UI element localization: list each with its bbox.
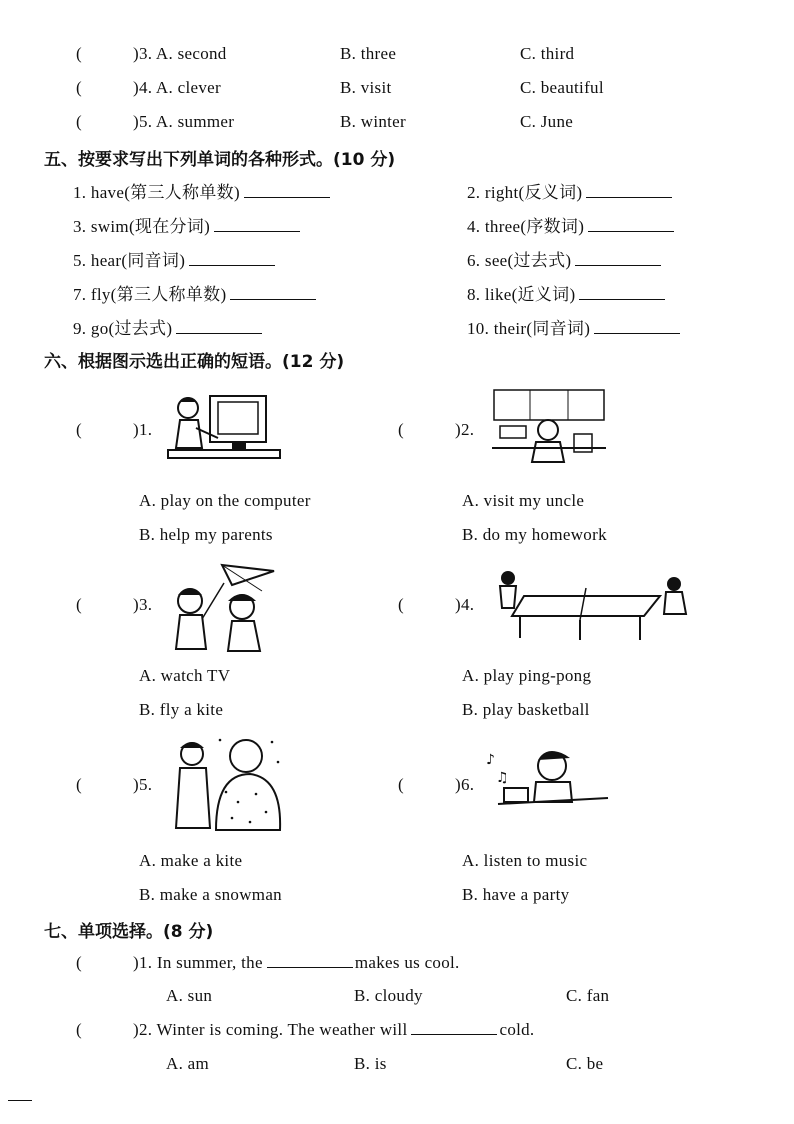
answer-paren[interactable]: ( (398, 420, 404, 439)
section-5-title: 五、按要求写出下列单词的各种形式。(10 分) (44, 150, 396, 170)
option-a: A. play ping-pong (462, 666, 592, 685)
answer-blank[interactable] (230, 298, 316, 300)
word-form-item: 3. swim(现在分词) (73, 212, 300, 237)
option-c: C. fan (566, 986, 610, 1005)
answer-blank[interactable] (244, 196, 330, 198)
option-a: A. play on the computer (139, 491, 311, 510)
page-mark (8, 1100, 32, 1101)
word-form-item: 2. right(反义词) (467, 178, 672, 203)
computer-picture (162, 388, 284, 466)
answer-blank[interactable] (267, 966, 353, 968)
answer-paren[interactable]: ( (76, 1020, 82, 1039)
answer-blank[interactable] (586, 196, 672, 198)
option-b: B. cloudy (354, 986, 423, 1005)
option-a: A. am (166, 1054, 210, 1073)
option-c: C. June (520, 112, 574, 131)
picture-item-5-number: )5. (133, 775, 153, 794)
word-form-item: 9. go(过去式) (73, 314, 262, 339)
option-b: B. have a party (462, 885, 570, 904)
picture-item-1-number: )1. (133, 420, 153, 439)
picture-item-4-number: )4. (455, 595, 475, 614)
answer-paren[interactable]: ( (398, 775, 404, 794)
option-c: C. be (566, 1054, 604, 1073)
word-form-item: 7. fly(第三人称单数) (73, 280, 316, 305)
word-form-item: 8. like(近义词) (467, 280, 665, 305)
kite-picture (162, 561, 284, 657)
section-7-title: 七、单项选择。(8 分) (44, 922, 214, 942)
question-5: )5. A. summer (133, 112, 235, 131)
answer-blank[interactable] (214, 230, 300, 232)
option-b: B. visit (340, 78, 392, 97)
option-a: A. sun (166, 986, 213, 1005)
answer-paren[interactable]: ( (398, 595, 404, 614)
word-form-item: 4. three(序数词) (467, 212, 674, 237)
answer-blank[interactable] (594, 332, 680, 334)
question-1: )1. In summer, the makes us cool. (133, 953, 460, 972)
option-a: A. make a kite (139, 851, 243, 870)
option-b: B. three (340, 44, 397, 63)
option-a: A. listen to music (462, 851, 588, 870)
answer-paren[interactable]: ( (76, 595, 82, 614)
option-b: B. make a snowman (139, 885, 282, 904)
option-b: B. help my parents (139, 525, 273, 544)
ping-pong-picture (490, 568, 696, 642)
answer-blank[interactable] (411, 1033, 497, 1035)
answer-paren[interactable]: ( (76, 953, 82, 972)
section-6-title: 六、根据图示选出正确的短语。(12 分) (44, 352, 345, 372)
answer-paren[interactable]: ( (76, 78, 82, 97)
word-form-item: 1. have(第三人称单数) (73, 178, 330, 203)
option-b: B. fly a kite (139, 700, 224, 719)
svg-text:♪: ♪ (486, 752, 495, 768)
question-2: )2. Winter is coming. The weather will cold. (133, 1020, 535, 1039)
answer-paren[interactable]: ( (76, 112, 82, 131)
question-4: )4. A. clever (133, 78, 221, 97)
svg-text:♫: ♫ (496, 770, 509, 786)
answer-blank[interactable] (579, 298, 665, 300)
picture-item-6-number: )6. (455, 775, 475, 794)
option-a: A. visit my uncle (462, 491, 585, 510)
option-b: B. do my homework (462, 525, 607, 544)
answer-blank[interactable] (176, 332, 262, 334)
word-form-item: 10. their(同音词) (467, 314, 680, 339)
answer-blank[interactable] (575, 264, 661, 266)
option-b: B. is (354, 1054, 387, 1073)
answer-blank[interactable] (588, 230, 674, 232)
answer-paren[interactable]: ( (76, 775, 82, 794)
picture-item-2-number: )2. (455, 420, 475, 439)
option-b: B. play basketball (462, 700, 590, 719)
answer-paren[interactable]: ( (76, 420, 82, 439)
snowman-picture (166, 732, 286, 834)
word-form-item: 5. hear(同音词) (73, 246, 275, 271)
picture-item-3-number: )3. (133, 595, 153, 614)
homework-picture (490, 386, 608, 472)
word-form-item: 6. see(过去式) (467, 246, 661, 271)
option-c: C. beautiful (520, 78, 604, 97)
answer-blank[interactable] (189, 264, 275, 266)
option-a: A. watch TV (139, 666, 231, 685)
option-c: C. third (520, 44, 575, 63)
answer-paren[interactable]: ( (76, 44, 82, 63)
music-picture (478, 742, 610, 820)
option-b: B. winter (340, 112, 406, 131)
question-3: )3. A. second (133, 44, 227, 63)
